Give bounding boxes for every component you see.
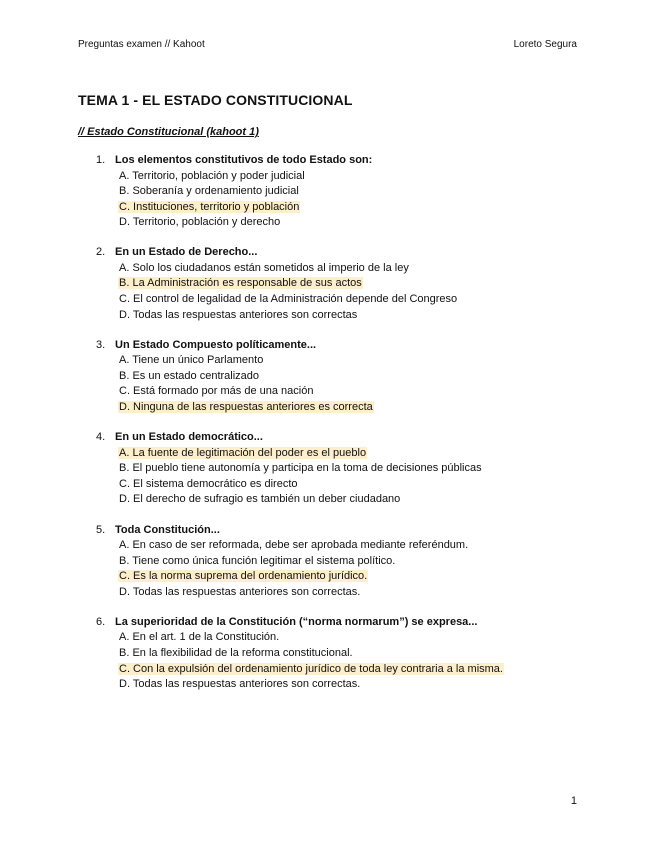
question-text: Los elementos constitutivos de todo Estado son: — [115, 154, 373, 166]
answer-option — [118, 261, 655, 277]
answer-option-correct — [118, 400, 655, 416]
question-text: Toda Constitución... — [115, 523, 220, 536]
question-item — [0, 153, 655, 231]
answer-option-text: B. En la flexibilidad de la reforma constitucional. — [119, 646, 353, 659]
answer-option — [118, 369, 655, 385]
answer-option-text: B. Tiene como única función legitimar el sistema político. — [119, 554, 396, 567]
question-item — [0, 615, 655, 693]
answer-option — [118, 184, 655, 200]
answer-option-text: B. Soberanía y ordenamiento judicial — [119, 185, 299, 198]
question-text: Un Estado Compuesto políticamente... — [115, 338, 317, 351]
answer-option — [118, 169, 655, 185]
question-item — [0, 430, 655, 508]
question-text: En un Estado democrático... — [115, 431, 263, 444]
question-number: 5. — [96, 523, 106, 536]
answer-options — [0, 538, 655, 600]
answer-option-correct — [118, 276, 655, 292]
answer-option-text: C. Está formado por más de una nación — [119, 385, 314, 398]
answer-option — [118, 292, 655, 308]
answer-option-text: D. Todas las respuestas anteriores son correctas. — [119, 585, 361, 598]
question-number: 1. — [96, 154, 106, 166]
answer-option — [118, 646, 655, 662]
answer-option-text: A. Solo los ciudadanos están sometidos al imperio de la ley — [119, 261, 409, 274]
answer-options — [0, 353, 655, 415]
question-item — [0, 245, 655, 323]
question-number: 2. — [96, 246, 106, 259]
answer-option-text: D. Todas las respuestas anteriores son correctas — [119, 308, 358, 321]
question-text: En un Estado de Derecho... — [115, 246, 258, 259]
answer-option — [118, 384, 655, 400]
question-text: La superioridad de la Constitución (“norma normarum”) se expresa... — [115, 615, 478, 628]
answer-option-text: C. El control de legalidad de la Administración depende del Congreso — [119, 293, 458, 306]
page-number: 1 — [570, 795, 577, 807]
question-item — [0, 523, 655, 601]
answer-option — [118, 585, 655, 601]
answer-option — [118, 630, 655, 646]
answer-option-text: B. La Administración es responsable de sus actos — [119, 277, 362, 290]
question-number: 3. — [96, 338, 106, 351]
question-list — [0, 153, 655, 707]
header-doc-label: Preguntas examen // Kahoot — [78, 39, 205, 50]
section-heading: // Estado Constitucional (kahoot 1) — [78, 126, 259, 138]
answer-option-correct — [118, 446, 655, 462]
answer-option-text: C. Es la norma suprema del ordenamiento jurídico. — [119, 570, 368, 583]
answer-option-text: C. El sistema democrático es directo — [119, 477, 298, 490]
answer-option-text: A. En el art. 1 de la Constitución. — [119, 631, 280, 644]
answer-option-text: B. El pueblo tiene autonomía y participa en la toma de decisiones públicas — [119, 462, 482, 475]
answer-option-text: A. La fuente de legitimación del poder es el pueblo — [119, 446, 367, 459]
answer-option-text: A. Territorio, población y poder judicial — [119, 169, 305, 182]
answer-option — [118, 677, 655, 693]
answer-option — [118, 538, 655, 554]
answer-option-correct — [118, 662, 655, 678]
answer-option-text: C. Con la expulsión del ordenamiento jurídico de toda ley contraria a la misma. — [119, 662, 503, 675]
answer-option-text: A. Tiene un único Parlamento — [119, 354, 264, 367]
answer-options — [0, 630, 655, 692]
answer-option-text: D. Territorio, población y derecho — [119, 216, 281, 229]
answer-option-correct — [118, 200, 655, 216]
answer-option-text: D. Ninguna de las respuestas anteriores es correcta — [119, 401, 373, 414]
answer-option-text: D. Todas las respuestas anteriores son correctas. — [119, 678, 361, 691]
answer-option — [118, 477, 655, 493]
header-author: Loreto Segura — [513, 39, 577, 50]
answer-option-text: B. Es un estado centralizado — [119, 369, 260, 382]
answer-options — [0, 169, 655, 231]
answer-option-text: A. En caso de ser reformada, debe ser aprobada mediante referéndum. — [119, 539, 469, 551]
question-number: 6. — [96, 615, 106, 628]
answer-options — [0, 446, 655, 508]
answer-option — [118, 308, 655, 324]
answer-option-text: C. Instituciones, territorio y población — [119, 200, 300, 213]
document-title: TEMA 1 - EL ESTADO CONSTITUCIONAL — [78, 92, 353, 108]
answer-options — [0, 261, 655, 323]
question-number: 4. — [96, 431, 106, 444]
answer-option — [118, 554, 655, 570]
answer-option — [118, 215, 655, 231]
question-item — [0, 338, 655, 416]
answer-option — [118, 353, 655, 369]
answer-option-correct — [118, 569, 655, 585]
answer-option — [118, 461, 655, 477]
answer-option — [118, 492, 655, 508]
answer-option-text: D. El derecho de sufragio es también un deber ciudadano — [119, 493, 401, 506]
